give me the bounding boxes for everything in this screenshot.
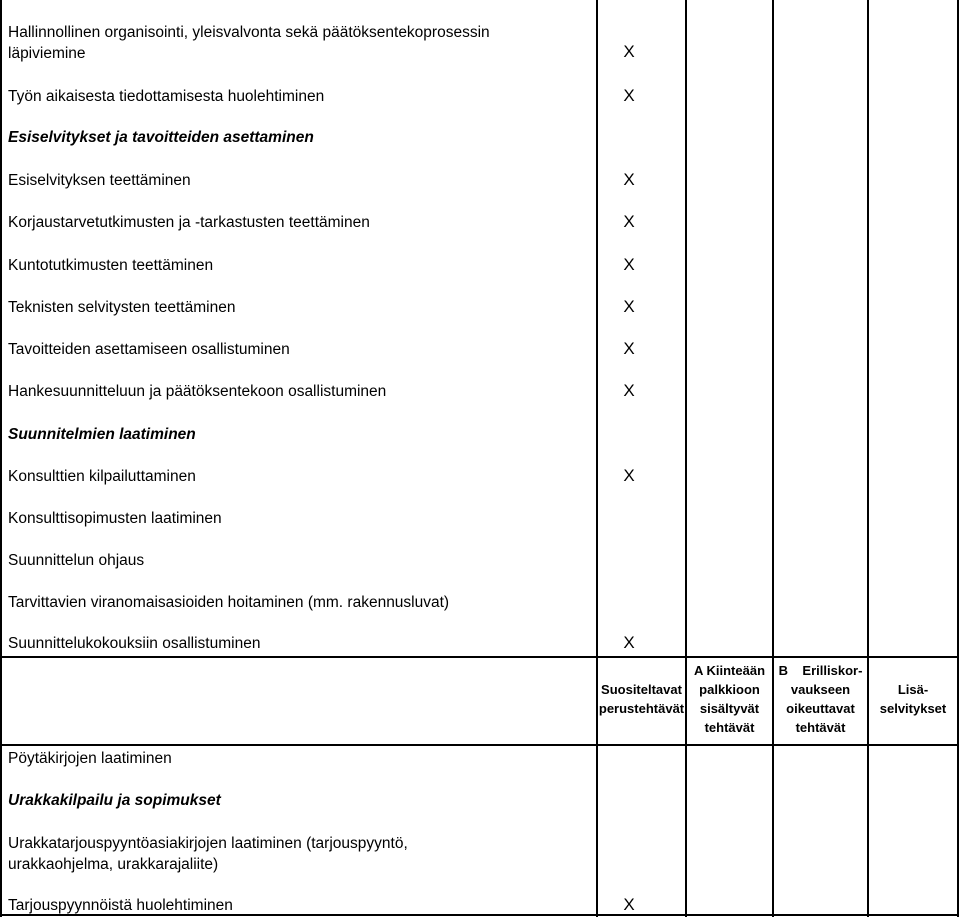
task-label: Konsulttisopimusten laatiminen (8, 510, 222, 527)
check-mark: X (623, 170, 635, 189)
task-label: Työn aikaisesta tiedottamisesta huolehtiminen (8, 88, 325, 105)
check-mark: X (623, 633, 635, 652)
task-label: Korjaustarvetutkimusten ja -tarkastusten teettäminen (8, 214, 370, 231)
task-label: Kuntotutkimusten teettäminen (8, 257, 214, 274)
column-header-lisaselvitykset: Lisä- selvitykset (879, 681, 947, 716)
check-mark: X (623, 339, 635, 358)
check-mark: X (623, 42, 635, 61)
column-header-a-kiinteaan: A Kiinteään palkkioon sisältyvät tehtävät (693, 662, 766, 735)
task-label: Suunnittelun ohjaus (8, 552, 145, 569)
task-label: Konsulttien kilpailuttaminen (8, 468, 196, 485)
column-divider-4 (867, 0, 869, 917)
task-label: Teknisten selvitysten teettäminen (8, 299, 236, 316)
task-label: Hankesuunnitteluun ja päätöksentekoon osallistuminen (8, 383, 387, 400)
check-mark: X (623, 895, 635, 914)
check-mark: X (623, 86, 635, 105)
column-header-b-erilliskorvaukseen: B Erilliskor- vaukseen oikeuttavat tehtävät (778, 662, 863, 735)
task-label: Suunnittelukokouksiin osallistuminen (8, 635, 261, 652)
check-mark: X (623, 297, 635, 316)
task-label: Pöytäkirjojen laatiminen (8, 750, 172, 767)
task-label: Esiselvityksen teettäminen (8, 172, 191, 189)
task-label: Tarvittavien viranomaisasioiden hoitaminen (mm. rakennusluvat) (8, 594, 450, 611)
check-mark: X (623, 466, 635, 485)
section-heading: Esiselvitykset ja tavoitteiden asettaminen (8, 129, 314, 146)
check-mark: X (623, 381, 635, 400)
column-divider-left (0, 0, 2, 917)
section-heading: Urakkakilpailu ja sopimukset (8, 792, 221, 809)
check-mark: X (623, 255, 635, 274)
task-label: Tavoitteiden asettamiseen osallistuminen (8, 341, 290, 358)
column-header-suositeltavat: Suositeltavat perustehtävät (598, 681, 685, 716)
task-label: Tarjouspyynnöistä huolehtiminen (8, 897, 233, 914)
column-divider-right (957, 0, 959, 917)
column-divider-1 (596, 0, 598, 917)
task-label: Hallinnollinen organisointi, yleisvalvonta sekä päätöksentekoprosessin läpiviemine (8, 24, 490, 62)
check-mark: X (623, 212, 635, 231)
column-divider-3 (772, 0, 774, 917)
task-label: Urakkatarjouspyyntöasiakirjojen laatiminen (tarjouspyyntö, urakkaohjelma, urakkarajaliite) (8, 835, 408, 873)
section-heading: Suunnitelmien laatiminen (8, 426, 196, 443)
column-divider-2 (685, 0, 687, 917)
